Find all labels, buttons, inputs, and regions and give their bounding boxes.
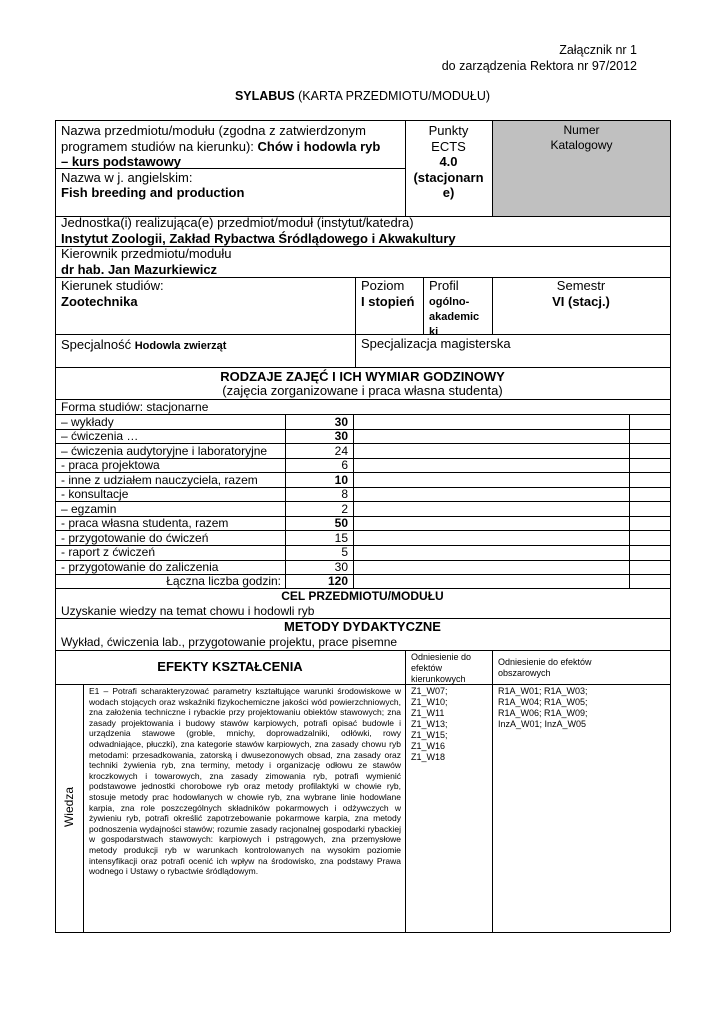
hours-row-label: - raport z ćwiczeń bbox=[61, 545, 156, 560]
ects-value: 4.0 bbox=[439, 154, 458, 169]
directional-code: Z1_W11 bbox=[411, 708, 445, 718]
semester-label: Semestr bbox=[556, 278, 606, 293]
knowledge-category-label: Wiedza bbox=[62, 787, 76, 828]
total-hours-value: 120 bbox=[327, 574, 348, 588]
directional-outcomes-header: Odniesienie do efektów kierunkowych bbox=[411, 652, 472, 684]
hours-subtitle: (zajęcia zorganizowane i praca własna studenta) bbox=[222, 383, 503, 398]
total-hours-label: Łączna liczba godzin: bbox=[166, 574, 281, 588]
area-code: R1A_W01; R1A_W03; bbox=[498, 686, 588, 696]
hours-row-label: - przygotowanie do zaliczenia bbox=[61, 560, 219, 574]
title-rest: (KARTA PRZEDMIOTU/MODUŁU) bbox=[294, 89, 491, 103]
hours-row-label: – ćwiczenia audytoryjne i laboratoryjne bbox=[61, 443, 268, 458]
ects-label-2: ECTS bbox=[431, 138, 466, 154]
level-label: Poziom bbox=[361, 278, 405, 293]
hours-row-value: 5 bbox=[341, 545, 348, 560]
hours-row-label: – ćwiczenia … bbox=[61, 429, 139, 444]
course-name-label-2: programem studiów na kierunku): Chów i hodowla ryb bbox=[61, 138, 381, 154]
master-specialization: Specjalizacja magisterska bbox=[361, 336, 511, 351]
level-block bbox=[361, 278, 421, 309]
hours-row-label: - konsultacje bbox=[61, 487, 129, 502]
study-form: Forma studiów: stacjonarne bbox=[61, 400, 209, 414]
hours-row-value: 30 bbox=[334, 560, 348, 574]
title-bold: SYLABUS bbox=[234, 89, 295, 103]
methods-title: METODY DYDAKTYCZNE bbox=[284, 619, 441, 634]
outcome-e1-area bbox=[498, 686, 668, 730]
ects-note-2: e) bbox=[442, 185, 455, 200]
profile-value: ogólno- bbox=[429, 295, 470, 308]
area-code: R1A_W06; R1A_W09; bbox=[498, 708, 588, 718]
directional-code: Z1_W16 bbox=[411, 741, 446, 751]
field-label: Kierunek studiów: bbox=[61, 278, 164, 293]
hours-row-label: – wykłady bbox=[61, 414, 114, 429]
hours-row-value: 50 bbox=[334, 516, 348, 531]
area-code: InzA_W01; InzA_W05 bbox=[498, 719, 587, 729]
outcome-e1-directional bbox=[411, 686, 491, 763]
directional-code: Z1_W13; bbox=[411, 719, 448, 729]
directional-code: Z1_W18 bbox=[411, 752, 446, 762]
attachment-number: Załącznik nr 1 bbox=[559, 43, 637, 57]
unit-label: Jednostka(i) realizująca(e) przedmiot/moduł (instytut/katedra) bbox=[61, 215, 414, 230]
profile-value-2: akademic bbox=[429, 310, 480, 323]
profile-value-3: ki bbox=[429, 325, 439, 338]
field-of-study bbox=[61, 278, 351, 309]
directional-code: Z1_W15; bbox=[411, 730, 448, 740]
specialty bbox=[61, 337, 351, 353]
level-value: I stopień bbox=[361, 293, 415, 309]
profile-block bbox=[429, 278, 491, 339]
hours-title: RODZAJE ZAJĘĆ I ICH WYMIAR GODZINOWY bbox=[220, 369, 505, 384]
hours-row-value: 6 bbox=[341, 458, 348, 473]
ects-block bbox=[405, 123, 492, 201]
english-name-value: Fish breeding and production bbox=[61, 185, 245, 200]
directional-code: Z1_W10; bbox=[411, 697, 448, 707]
specialty-label: Specjalność bbox=[61, 337, 135, 352]
outcome-e1-text: E1 – Potrafi scharakteryzować parametry kształtujące warunki środowiskowe w wodach stojących oraz wskaźniki fizykochemiczne jakości wód powierzchniowych, zna założenia techniczne i rybackie przy projektowaniu obiektów stawowych; zna zasady projektowania i budowy stawów karpiowych, potrafi opisać budowle i urządzenia stawowe (groble, mnichy, doprowadzalniki, odłówki, rowy odwadniające, płuczki), zna kategorie stawów karpiowych, zna zasady chowu ryb metodami: przesadkowania, zatorską i dwusezonowych obsad, zna zasady oraz techniki żywienia ryb, zna terminy, metody i organizację odłowu ze stawów kroczkowych i towarowych, zna zasady zimowania ryb, potrafi wymienić podstawowe jednostki chorobowe ryb oraz metody profilaktyki w chowie ryb, stosuje metody prac hodowlanych w chowie ryb, zna wybrane linie hodowlane karpia, zna role poszczególnych składników pokarmowych i odżywczych w żywieniu ryb, potrafi określić zapotrzebowanie pokarmowe karpia, zna metody podnoszenia wydajności stawów; rozumie zasady racjonalnej gospodarki rybackiej w gospodarstwach stawowych: karpiowych i pstrągowych, zna przemysłowe metody produkcji ryb w warunkach kontrolowanych na wysokim poziomie intensyfikacji oraz potrafi ocenić ich wpływ na środowisko, zna podstawy Prawa wodnego i Ustawy o rybactwie śródlądowym. bbox=[89, 686, 401, 877]
semester-value: VI (stacj.) bbox=[552, 293, 610, 309]
hours-row-value: 30 bbox=[334, 429, 348, 444]
hours-row-value: 30 bbox=[334, 414, 348, 429]
semester-block bbox=[492, 278, 670, 309]
coordinator-value: dr hab. Jan Mazurkiewicz bbox=[61, 261, 218, 277]
profile-label: Profil bbox=[429, 278, 459, 293]
hours-row-label: - przygotowanie do ćwiczeń bbox=[61, 530, 209, 545]
course-name-label: Nazwa przedmiotu/modułu (zgodna z zatwierdzonym bbox=[61, 123, 366, 138]
english-name-label: Nazwa w j. angielskim: bbox=[61, 169, 193, 185]
hours-row-label: - praca projektowa bbox=[61, 458, 160, 473]
course-name-block bbox=[61, 123, 403, 201]
ects-label: Punkty bbox=[428, 123, 469, 138]
ects-note: (stacjonarn bbox=[413, 169, 484, 185]
goal-title: CEL PRZEDMIOTU/MODUŁU bbox=[281, 589, 444, 603]
directional-code: Z1_W07; bbox=[411, 686, 448, 696]
unit-value: Instytut Zoologii, Zakład Rybactwa Śródlądowego i Akwakultury bbox=[61, 230, 456, 246]
area-code: R1A_W04; R1A_W05; bbox=[498, 697, 588, 707]
course-name-value-2: – kurs podstawowy bbox=[61, 154, 181, 169]
field-value: Zootechnika bbox=[61, 293, 138, 309]
hours-row-value: 8 bbox=[341, 487, 348, 502]
goal-text: Uzyskanie wiedzy na temat chowu i hodowli ryb bbox=[61, 604, 315, 618]
course-name-value: Chów i hodowla ryb bbox=[257, 138, 381, 154]
hours-row-label: - inne z udziałem nauczyciela, razem bbox=[61, 472, 258, 487]
coordinator-label: Kierownik przedmiotu/modułu bbox=[61, 246, 232, 261]
hours-row-value: 24 bbox=[334, 443, 348, 458]
hours-row-label: - praca własna studenta, razem bbox=[61, 516, 229, 531]
methods-text: Wykład, ćwiczenia lab., przygotowanie projektu, prace pisemne bbox=[61, 635, 398, 649]
coordinator-block bbox=[61, 246, 666, 277]
unit-block bbox=[61, 215, 666, 246]
catalog-number-label: Numer Katalogowy bbox=[550, 123, 613, 152]
outcomes-title: EFEKTY KSZTAŁCENIA bbox=[157, 659, 303, 674]
page-title bbox=[0, 89, 725, 103]
ordinance-reference: do zarządzenia Rektora nr 97/2012 bbox=[441, 59, 637, 73]
hours-row-value: 2 bbox=[341, 501, 348, 516]
hours-row-value: 15 bbox=[334, 530, 348, 545]
hours-row-value: 10 bbox=[334, 472, 348, 487]
area-outcomes-header: Odniesienie do efektów obszarowych bbox=[498, 657, 592, 678]
specialty-value: Hodowla zwierząt bbox=[134, 340, 227, 352]
hours-row-label: – egzamin bbox=[61, 501, 117, 516]
